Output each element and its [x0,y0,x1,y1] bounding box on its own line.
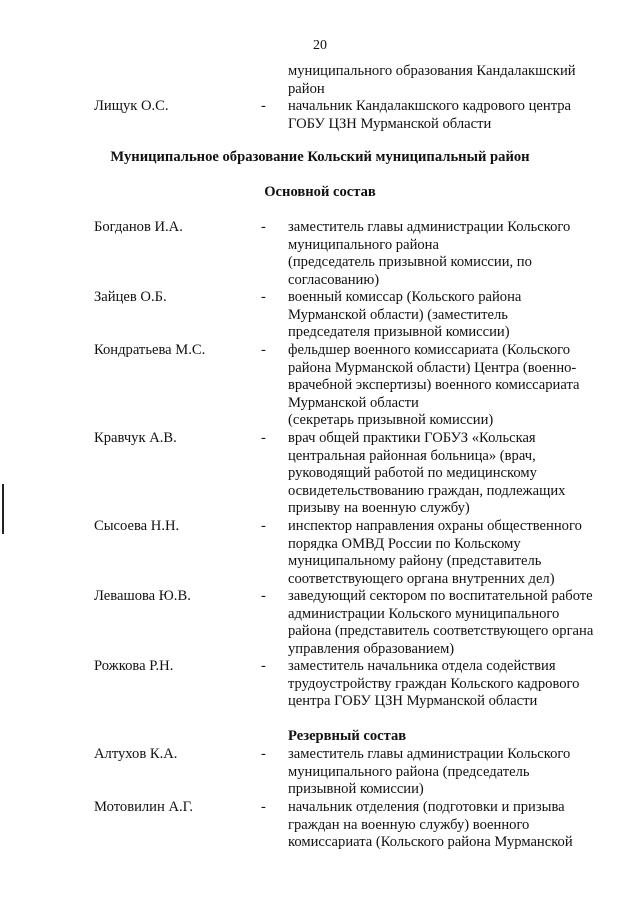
description-line: начальник Кандалакшского кадрового центра [288,98,572,114]
member-dash: - [261,289,266,305]
member-name: Кравчук А.В. [94,430,177,446]
description-line: заведующий сектором по воспитательной работе [288,588,593,604]
member-name: Лищук О.С. [94,98,169,114]
section-title: Муниципальное образование Кольский муниципальный район [110,149,530,165]
member-description [288,658,618,711]
description-line: (секретарь призывной комиссии) [288,412,494,429]
description-line: врач общей практики ГОБУЗ «Кольская [288,430,536,446]
description-line: района (представитель соответствующего органа [288,623,594,640]
description-line: муниципального района [288,236,439,253]
description-line: (председатель призывной комиссии, по [288,254,532,271]
member-dash: - [261,98,266,114]
member-dash: - [261,658,266,674]
member-dash: - [261,799,266,815]
description-line: заместитель главы администрации Кольского [288,219,571,235]
member-dash: - [261,430,266,446]
description-line: ГОБУ ЦЗН Мурманской области [288,115,492,132]
description-line: муниципальному району (представитель [288,553,542,570]
description-line: района Мурманской области) Центра (военно- [288,359,577,376]
description-line: руководящий работой по медицинскому [288,465,537,482]
description-line: призывной комиссии) [288,781,424,798]
member-description [288,98,618,133]
continuation-line: район [288,80,325,97]
description-line: военный комиссар (Кольского района [288,289,522,305]
description-line: трудоустройству граждан Кольского кадрового [288,675,580,692]
member-name: Мотовилин А.Г. [94,799,194,815]
description-line: комиссариата (Кольского района Мурманской [288,834,573,851]
description-line: призыву на военную службу) [288,500,470,517]
description-line: заместитель начальника отдела содействия [288,658,556,674]
member-description [288,799,618,852]
member-name: Зайцев О.Б. [94,289,167,305]
description-line: врачебной экспертизы) военного комиссариата [288,377,580,394]
member-name: Левашова Ю.В. [94,588,191,604]
member-name: Богданов И.А. [94,219,183,235]
main-composition-title: Основной состав [264,184,376,200]
member-dash: - [261,342,266,358]
description-line: председателя призывной комиссии) [288,324,510,341]
description-line: освидетельствованию граждан, подлежащих [288,482,566,499]
description-line: инспектор направления охраны общественного [288,518,582,534]
description-line: порядка ОМВД России по Кольскому [288,535,521,552]
page-number: 20 [313,38,327,53]
member-name: Сысоева Н.Н. [94,518,180,534]
member-name: Рожкова Р.Н. [94,658,174,674]
member-description [288,219,618,289]
member-dash: - [261,518,266,534]
member-description [288,588,618,658]
description-line: управления образованием) [288,640,455,657]
description-line: фельдшер военного комиссариата (Кольского [288,342,571,358]
description-line: муниципального района (председатель [288,763,530,780]
description-line: заместитель главы администрации Кольского [288,746,571,762]
description-line: начальник отделения (подготовки и призыва [288,799,565,815]
member-dash: - [261,588,266,604]
reserve-composition-title: Резервный состав [288,728,407,744]
continuation-line: муниципального образования Кандалакшский [288,63,576,79]
member-dash: - [261,219,266,235]
member-name: Кондратьева М.С. [94,342,206,358]
description-line: соответствующего органа внутренних дел) [288,570,555,587]
description-line: центра ГОБУ ЦЗН Мурманской области [288,693,538,710]
member-description [288,342,618,430]
member-name: Алтухов К.А. [94,746,178,762]
member-dash: - [261,746,266,762]
description-line: центральная районная больница» (врач, [288,447,536,464]
description-line: администрации Кольского муниципального [288,605,560,622]
description-line: граждан на военную службу) военного [288,816,530,833]
description-line: Мурманской области) (заместитель [288,306,508,323]
member-description [288,289,618,342]
description-line: Мурманской области [288,394,419,411]
member-description [288,518,618,588]
member-description [288,746,618,799]
description-line: согласованию) [288,271,380,288]
margin-mark [2,484,4,534]
member-description [288,430,618,518]
